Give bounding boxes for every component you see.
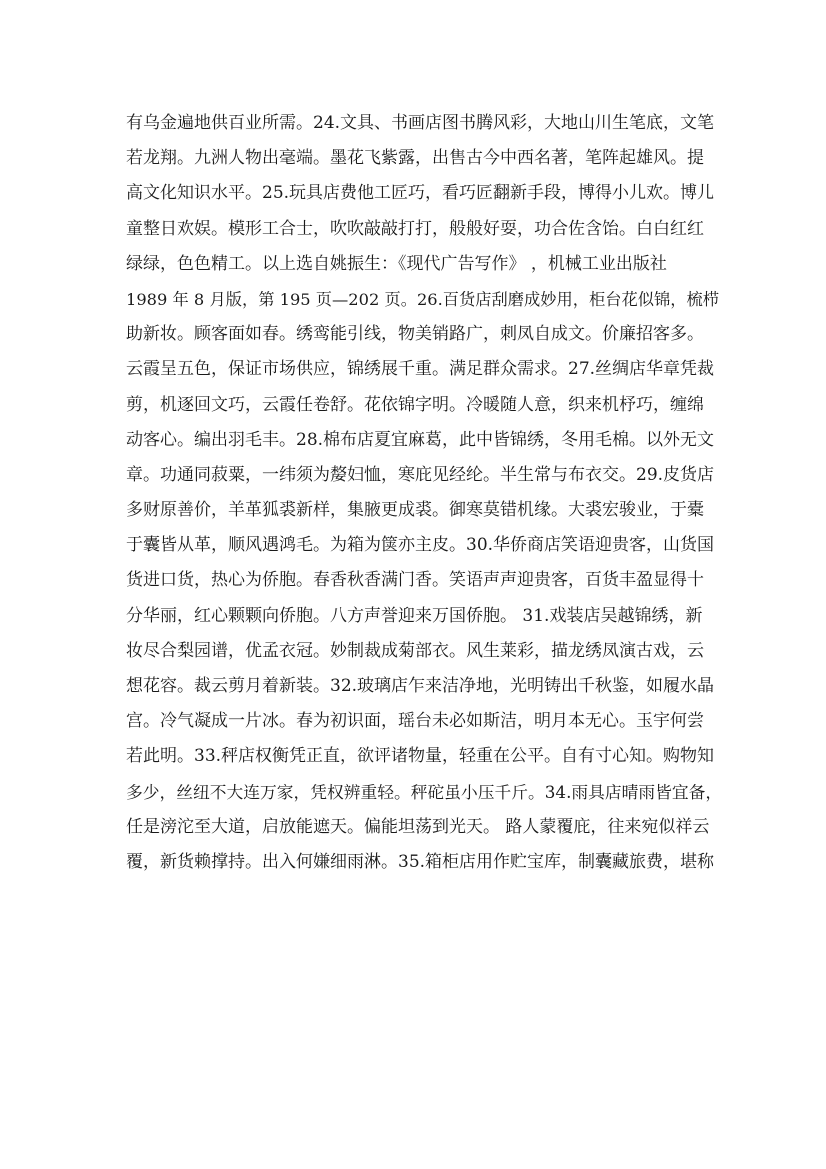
- text-line: 货进口货，热心为侨胞。春香秋香满门香。笑语声声迎贵客，百货丰盈显得十: [126, 570, 704, 591]
- text-line: 有乌金遍地供百业所需。24.文具、书画店图书腾风彩，大地山川生笔底，文笔: [126, 113, 715, 133]
- text-line: 若此明。33.秤店权衡凭正直，欲评诸物量，轻重在公平。自有寸心知。购物知: [126, 746, 715, 767]
- text-line: 章。功通同菽粟，一纬须为嫠妇恤，寒庇见经纶。半生常与布衣交。29.皮货店: [126, 464, 715, 485]
- text-line: 绿绿，色色精工。以上选自姚振生：《现代广告写作》 ，机械工业出版社: [126, 253, 667, 274]
- text-line: 分华丽，红心颗颗向侨胞。八方声誉迎来万国侨胞。 31.戏装店吴越锦绣，新: [126, 605, 703, 626]
- text-line: 想花容。裁云剪月着新装。32.玻璃店乍来洁净地，光明铸出千秋鉴，如履水晶: [126, 676, 715, 696]
- text-line: 多少，丝纽不大连万家，凭权辨重轻。秤砣虽小压千斤。34.雨具店晴雨皆宜备，: [126, 781, 723, 802]
- text-line: 多财原善价，羊革狐裘新样，集腋更成裘。御寒莫错机缘。大裘宏骏业，于橐: [126, 500, 704, 521]
- text-line: 于囊皆从革，顺风遇鸿毛。为箱为箧亦主皮。30.华侨商店笑语迎贵客，山货国: [126, 535, 715, 556]
- text-line: 任是滂沱至大道，启放能遮天。偏能坦荡到光天。 路人蒙覆庇，往来宛似祥云: [126, 816, 710, 837]
- text-line: 动客心。编出羽毛丰。28.棉布店夏宜麻葛，此中皆锦绣，冬用毛棉。以外无文: [126, 429, 715, 450]
- text-line: 童整日欢娱。模形工合士，吹吹敲敲打打，般般好耍，功合佐含饴。白白红红: [126, 218, 704, 239]
- body-text: [126, 106, 726, 880]
- text-line: 若龙翔。九洲人物出毫端。墨花飞紫露，出售古今中西名著，笔阵起雄风。提: [126, 148, 704, 169]
- text-line: 云霞呈五色，保证市场供应，锦绣展千重。满足群众需求。27.丝绸店华章凭裁: [126, 359, 715, 380]
- text-line: 1989 年 8 月版，第 195 页—202 页。26.百货店刮磨成妙用，柜台花似锦，梳栉: [126, 289, 720, 309]
- text-line: 剪，机逐回文巧，云霞任卷舒。花依锦字明。冷暖随人意，织来机杼巧，缠绵: [126, 394, 704, 415]
- text-line: 宫。冷气凝成一片冰。春为初识面，瑶台未必如斯洁，明月本无心。玉宇何尝: [126, 711, 704, 732]
- text-line: 助新妆。顾客面如春。绣鸾能引线，物美销路广，刺凤自成文。价廉招客多。: [126, 324, 704, 345]
- text-line: 妆尽合梨园谱，优孟衣冠。妙制裁成菊部衣。风生莱彩，描龙绣凤演古戏，云: [126, 640, 704, 661]
- text-line: 高文化知识水平。25.玩具店费他工匠巧，看巧匠翻新手段，博得小儿欢。博儿: [126, 183, 715, 204]
- text-line: 覆，新货赖撑持。出入何嫌细雨淋。35.箱柜店用作贮宝库，制囊藏旅费，堪称: [126, 851, 715, 872]
